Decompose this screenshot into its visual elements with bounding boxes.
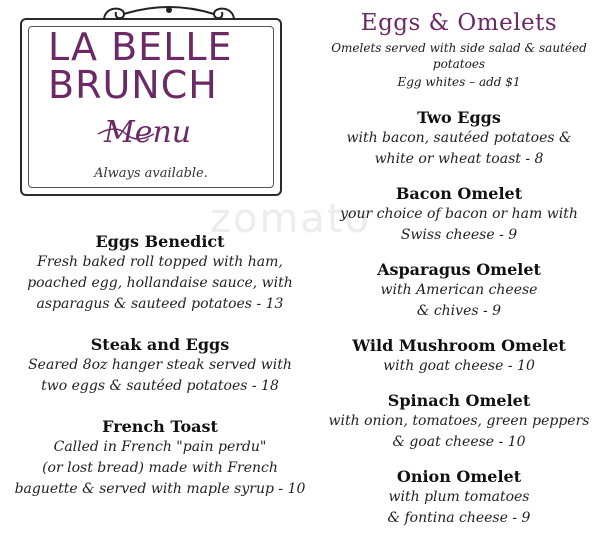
menu-item-eggs-benedict bbox=[14, 232, 306, 315]
section-note: Egg whites – add $1 bbox=[397, 75, 521, 89]
brand-logo bbox=[48, 25, 258, 107]
watermark: zomato bbox=[210, 196, 372, 242]
section-note: Omelets served with side salad & sautéed potatoes bbox=[331, 41, 587, 71]
menu-item-description: with plum tomatoes bbox=[388, 489, 530, 505]
menu-item-description: & fontina cheese - 9 bbox=[387, 510, 531, 526]
menu-item-title: Asparagus Omelet bbox=[377, 260, 541, 279]
menu-item-description: & chives - 9 bbox=[416, 303, 502, 319]
menu-item-description: & goat cheese - 10 bbox=[392, 434, 526, 450]
menu-item-description: with American cheese bbox=[380, 282, 538, 298]
menu-item-wild-mushroom-omelet bbox=[322, 336, 596, 377]
menu-item-title: Wild Mushroom Omelet bbox=[352, 336, 566, 355]
menu-item-description: with bacon, sautéed potatoes & bbox=[346, 130, 572, 146]
logo-line1: LA BELLE bbox=[48, 25, 233, 69]
menu-item-description: poached egg, hollandaise sauce, with bbox=[27, 275, 293, 291]
menu-item-title: Eggs Benedict bbox=[95, 232, 225, 251]
menu-item-spinach-omelet bbox=[322, 391, 596, 453]
menu-item-description: white or wheat toast - 8 bbox=[374, 151, 544, 167]
menu-item-description: Called in French "pain perdu" bbox=[53, 439, 267, 455]
section-title: Eggs & Omelets bbox=[360, 10, 558, 36]
left-column bbox=[14, 232, 306, 520]
logo-menu-script: Menu bbox=[104, 115, 192, 150]
menu-item-steak-and-eggs bbox=[14, 335, 306, 397]
menu-item-description: with onion, tomatoes, green peppers bbox=[328, 413, 590, 429]
menu-item-asparagus-omelet bbox=[322, 260, 596, 322]
menu-item-description: Swiss cheese - 9 bbox=[400, 227, 518, 243]
menu-item-description: with goat cheese - 10 bbox=[383, 358, 535, 374]
menu-item-bacon-omelet bbox=[322, 184, 596, 246]
menu-item-title: French Toast bbox=[102, 417, 218, 436]
menu-item-title: Spinach Omelet bbox=[387, 391, 531, 410]
menu-item-description: Seared 8oz hanger steak served with bbox=[28, 357, 292, 373]
logo-line2: BRUNCH bbox=[48, 63, 218, 107]
menu-item-title: Onion Omelet bbox=[396, 467, 522, 486]
menu-item-title: Bacon Omelet bbox=[395, 184, 523, 203]
menu-item-description: (or lost bread) made with French bbox=[42, 460, 278, 476]
menu-item-two-eggs bbox=[322, 108, 596, 170]
menu-item-description: asparagus & sauteed potatoes - 13 bbox=[36, 296, 284, 312]
menu-item-title: Steak and Eggs bbox=[90, 335, 230, 354]
right-column bbox=[322, 0, 596, 543]
menu-item-description: your choice of bacon or ham with bbox=[340, 206, 578, 222]
omelet-list bbox=[322, 108, 596, 529]
menu-item-title: Two Eggs bbox=[417, 108, 501, 127]
menu-item-description: baguette & served with maple syrup - 10 bbox=[14, 481, 306, 497]
menu-item-onion-omelet bbox=[322, 467, 596, 529]
ornament-icon bbox=[94, 0, 244, 24]
menu-item-french-toast bbox=[14, 417, 306, 500]
menu-item-description: two eggs & sautéed potatoes - 18 bbox=[41, 378, 279, 394]
menu-item-description: Fresh baked roll topped with ham, bbox=[37, 254, 283, 270]
tagline: Always available. bbox=[94, 166, 208, 181]
